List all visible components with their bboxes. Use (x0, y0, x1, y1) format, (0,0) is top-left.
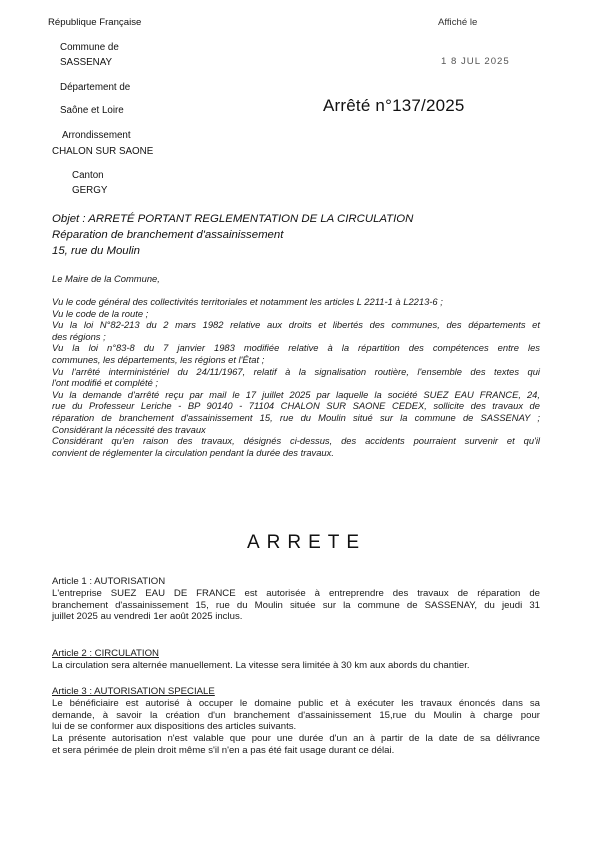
visa-line: Considérant la nécessité des travaux (52, 423, 206, 435)
visa-line: Vu le code général des collectivités territoriales et notamment les articles L 2211-1 à L2213-6 ; (52, 296, 443, 307)
departement-label: Département de (60, 82, 131, 93)
visas-block (52, 296, 540, 458)
visa-line: l'ont modifié et complété ; (52, 377, 159, 389)
visa-line: convient de réglementer la circulation pendant la durée des travaux. (52, 446, 334, 458)
objet-line-2: Réparation de branchement d'assainissement (52, 229, 284, 241)
visa-line: Vu le code de la route ; (52, 307, 149, 319)
article-line: demande, à savoir la création d'un branchement d'assainissement 15,rue du Moulin à charge pour (52, 709, 540, 721)
republique-label: République Française (48, 17, 142, 28)
article-line: branchement d'assainissement 15, rue du Moulin située sur la commune de SASSENAY, du jeudi 31 (52, 599, 540, 611)
visa-line: Vu la loi N°82-213 du 2 mars 1982 relative aux droits et libertés des communes, des départements et (52, 319, 540, 331)
visa-line: des régions ; (52, 330, 106, 342)
article-2-title: Article 2 : CIRCULATION (52, 648, 159, 659)
visa-line: Considérant qu'en raison des travaux, désignés ci-dessus, des accidents pourraient survenir et qu'il (52, 435, 540, 447)
canton-label: Canton (72, 170, 104, 181)
article-1 (52, 576, 540, 623)
article-line: L'entreprise SUEZ EAU DE FRANCE est autorisée à entreprendre des travaux de réparation de (52, 587, 540, 599)
visa-line: communes, les départements, les régions et l'État ; (52, 353, 265, 365)
visa-line: Vu la loi n°83-8 du 7 janvier 1983 modifiée relative à la répartition des compétences entre les (52, 342, 540, 354)
visa-line: réparation de branchement d'assainissement 15, rue du Moulin situé sur la commune de SASSENAY ; (52, 411, 540, 423)
arrete-number-title: Arrêté n°137/2025 (323, 96, 465, 115)
arrondissement-label: Arrondissement (62, 130, 131, 141)
arrondissement-name: CHALON SUR SAONE (52, 146, 154, 157)
maire-statement: Le Maire de la Commune, (52, 273, 160, 284)
article-3-title: Article 3 : AUTORISATION SPECIALE (52, 686, 215, 697)
visa-line: Vu la demande d'arrêté reçu par mail le 17 juillet 2025 par laquelle la société SUEZ EAU FRANCE, 24, (52, 388, 540, 400)
article-line: lui de se conformer aux dispositions des articles suivants. (52, 721, 297, 733)
article-line: Le bénéficiaire est autorisé à occuper le domaine public et à exécuter les travaux énoncés dans sa (52, 697, 540, 709)
article-line: La circulation sera alternée manuellement. La vitesse sera limitée à 30 km aux abords du chantier. (52, 659, 470, 671)
affichage-date-stamp: 1 8 JUL 2025 (441, 56, 510, 67)
canton-name: GERGY (72, 185, 108, 196)
article-2 (52, 648, 540, 672)
commune-name: SASSENAY (60, 57, 113, 68)
arrete-heading: ARRETE (247, 532, 367, 553)
departement-name: Saône et Loire (60, 105, 124, 116)
article-1-title: Article 1 : AUTORISATION (52, 576, 166, 587)
objet-line-1: Objet : ARRETÉ PORTANT REGLEMENTATION DE LA CIRCULATION (52, 213, 414, 225)
visa-line: rue du Professeur Leriche - BP 90140 - 71104 CHALON SUR SAONE CEDEX, sollicite des travaux de (52, 400, 540, 412)
article-line: juillet 2025 au vendredi 1er août 2025 inclus. (52, 611, 243, 623)
article-line: et sera périmée de plein droit même s'il n'en a pas été fait usage durant ce délai. (52, 744, 395, 756)
visa-line: Vu l'arrêté interministériel du 24/11/1967, relatif à la signalisation routière, l'ensemble des textes qui (52, 365, 540, 377)
commune-label: Commune de (60, 42, 119, 53)
article-line: La présente autorisation n'est valable que pour une durée d'un an à partir de la date de sa délivrance (52, 733, 540, 745)
objet-line-3: 15, rue du Moulin (52, 245, 141, 257)
article-3 (52, 686, 540, 757)
affichage-label: Affiché le (438, 17, 478, 28)
